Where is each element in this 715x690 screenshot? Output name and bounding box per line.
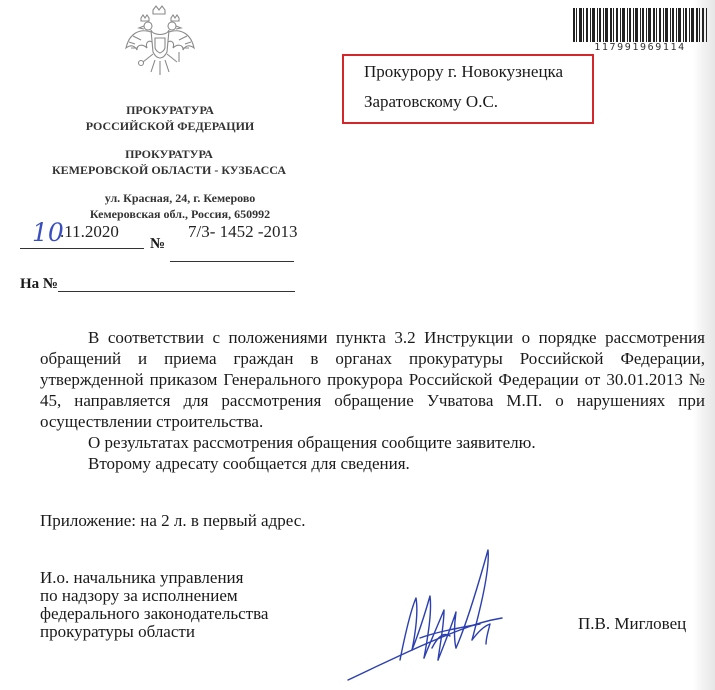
signer-title-line3: федерального законодательства <box>40 604 269 623</box>
date-underline <box>20 248 144 249</box>
reply-number-label: На № <box>20 276 58 292</box>
recipient-line2: Зaратовскому О.С. <box>364 92 499 111</box>
org-header <box>20 102 320 134</box>
reply-number-underline <box>58 291 295 292</box>
date-printed: .11.2020 <box>60 222 119 241</box>
signer-title-line1: И.о. начальника управления <box>40 568 244 587</box>
russian-coat-of-arms-icon <box>123 4 197 82</box>
number-underline <box>170 261 294 262</box>
barcode-number: 117991969114 <box>594 42 686 53</box>
registration-number: 7/3- 1452 -2013 <box>188 222 298 241</box>
sub-org-header <box>18 146 320 178</box>
signer-title <box>40 569 360 641</box>
sub-org-line2: КЕМЕРОВСКОЙ ОБЛАСТИ - КУЗБАССА <box>51 163 287 177</box>
recipient-line1: Прокурору г. Новокузнецка <box>364 62 564 81</box>
address-line2: Кемеровская обл., Россия, 650992 <box>89 207 271 221</box>
org-address <box>30 190 330 222</box>
body-paragraph-3: Второму адресату сообщается для сведения. <box>88 454 410 473</box>
letter-body <box>40 327 705 474</box>
signer-title-line4: прокуратуры области <box>40 622 195 641</box>
address-line1: ул. Красная, 24, г. Кемерово <box>104 191 256 205</box>
recipient-block <box>342 54 594 124</box>
org-line2: РОССИЙСКОЙ ФЕДЕРАЦИИ <box>85 119 255 133</box>
barcode-icon <box>571 8 709 44</box>
signer-title-line2: по надзору за исполнением <box>40 586 238 605</box>
sub-org-line1: ПРОКУРАТУРА <box>125 147 213 161</box>
org-line1: ПРОКУРАТУРА <box>126 103 214 117</box>
signer-name: П.В. Мигловец <box>578 614 687 633</box>
body-paragraph-1: В соответствии с положениями пункта 3.2 Инструкции о порядке рассмотрения обращений и приема граждан в органах прокуратуры Российской Федерации, утвержденной приказом Генерального прокурора Российской Федерации от 30.01.2013 № 45, направляется для рассмотрения обращение Учватова М.П. о нарушениях при осуществлении строительства. <box>40 328 705 431</box>
body-paragraph-2: О результатах рассмотрения обращения сообщите заявителю. <box>88 433 536 452</box>
handwritten-signature <box>340 540 510 690</box>
date-handwritten: 10 <box>32 218 64 247</box>
attachment-note: Приложение: на 2 л. в первый адрес. <box>40 511 306 530</box>
number-label: № <box>150 236 166 252</box>
